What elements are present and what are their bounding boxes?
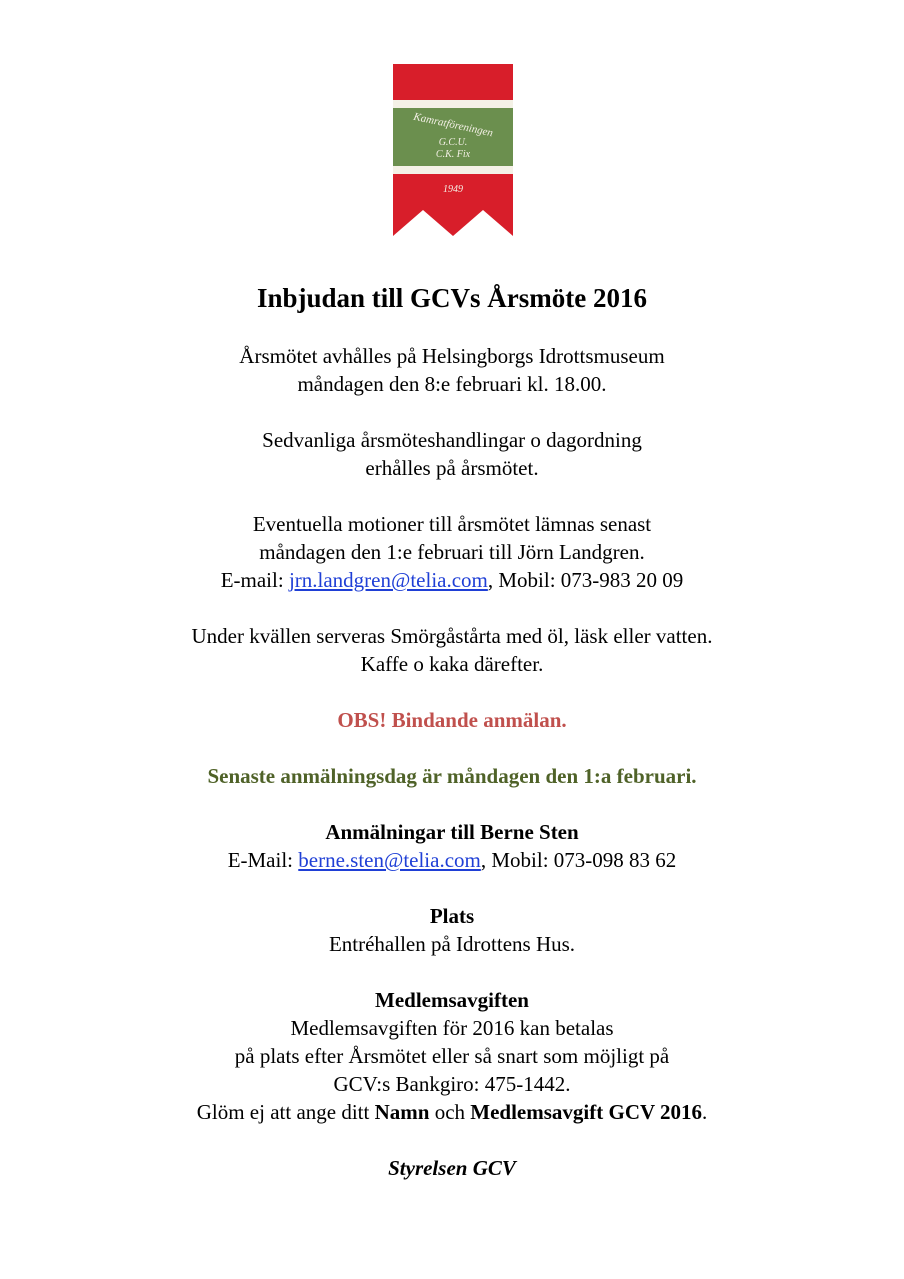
fee-name-emphasis: Namn: [374, 1100, 430, 1124]
club-pennant-logo: [393, 64, 513, 236]
motions-email-link[interactable]: jrn.landgren@telia.com: [288, 568, 488, 592]
pennant-ck-fix: C.K. Fix: [435, 149, 471, 160]
motions-phone: , Mobil: 073-983 20 09: [487, 568, 684, 592]
motions-line-1: Eventuella motioner till årsmötet lämnas senast: [252, 512, 652, 536]
fee-heading: Medlemsavgiften: [375, 988, 529, 1012]
place-paragraph: [0, 902, 904, 958]
obs-notice: OBS! Bindande anmälan.: [337, 708, 567, 732]
registration-email-link[interactable]: berne.sten@telia.com: [298, 848, 481, 872]
motions-email-prefix: E-mail:: [220, 568, 289, 592]
food-line-1: Under kvällen serveras Smörgåstårta med öl, läsk eller vatten.: [191, 624, 713, 648]
deadline-notice: Senaste anmälningsdag är måndagen den 1:a februari.: [207, 764, 697, 788]
pennant-gcu: G.C.U.: [438, 137, 468, 148]
registration-paragraph: [0, 818, 904, 874]
food-paragraph: [0, 622, 904, 678]
venue-paragraph: [0, 342, 904, 398]
food-line-2: Kaffe o kaka därefter.: [360, 652, 544, 676]
documents-line-1: Sedvanliga årsmöteshandlingar o dagordning: [262, 428, 642, 452]
place-heading: Plats: [429, 904, 475, 928]
fee-line-2: på plats efter Årsmötet eller så snart som möjligt på: [234, 1044, 670, 1068]
registration-contact-line: [0, 846, 904, 874]
fee-paragraph: [0, 986, 904, 1126]
fee-line-3: GCV:s Bankgiro: 475-1442.: [333, 1072, 571, 1096]
motions-line-2: måndagen den 1:e februari till Jörn Landgren.: [259, 540, 645, 564]
motions-contact-line: [0, 566, 904, 594]
signature: Styrelsen GCV: [388, 1156, 516, 1180]
documents-line-2: erhålles på årsmötet.: [365, 456, 539, 480]
fee-reference-emphasis: Medlemsavgift GCV 2016: [470, 1100, 703, 1124]
registration-phone: , Mobil: 073-098 83 62: [480, 848, 677, 872]
fee-line-4-c: och: [429, 1100, 471, 1124]
registration-email-prefix: E-Mail:: [227, 848, 299, 872]
motions-paragraph: [0, 510, 904, 594]
fee-line-4-e: .: [702, 1100, 708, 1124]
documents-paragraph: [0, 426, 904, 482]
fee-line-4-a: Glöm ej att ange ditt: [196, 1100, 375, 1124]
fee-line-1: Medlemsavgiften för 2016 kan betalas: [290, 1016, 614, 1040]
registration-heading: Anmälningar till Berne Sten: [325, 820, 579, 844]
venue-line-1: Årsmötet avhålles på Helsingborgs Idrottsmuseum: [239, 344, 665, 368]
pennant-club-name: Kamratföreningen: [412, 110, 495, 140]
page-title: Inbjudan till GCVs Årsmöte 2016: [256, 283, 648, 313]
venue-line-2: måndagen den 8:e februari kl. 18.00.: [297, 372, 607, 396]
place-text: Entréhallen på Idrottens Hus.: [328, 932, 576, 956]
fee-line-4: [0, 1098, 904, 1126]
pennant-year: 1949: [443, 184, 463, 195]
